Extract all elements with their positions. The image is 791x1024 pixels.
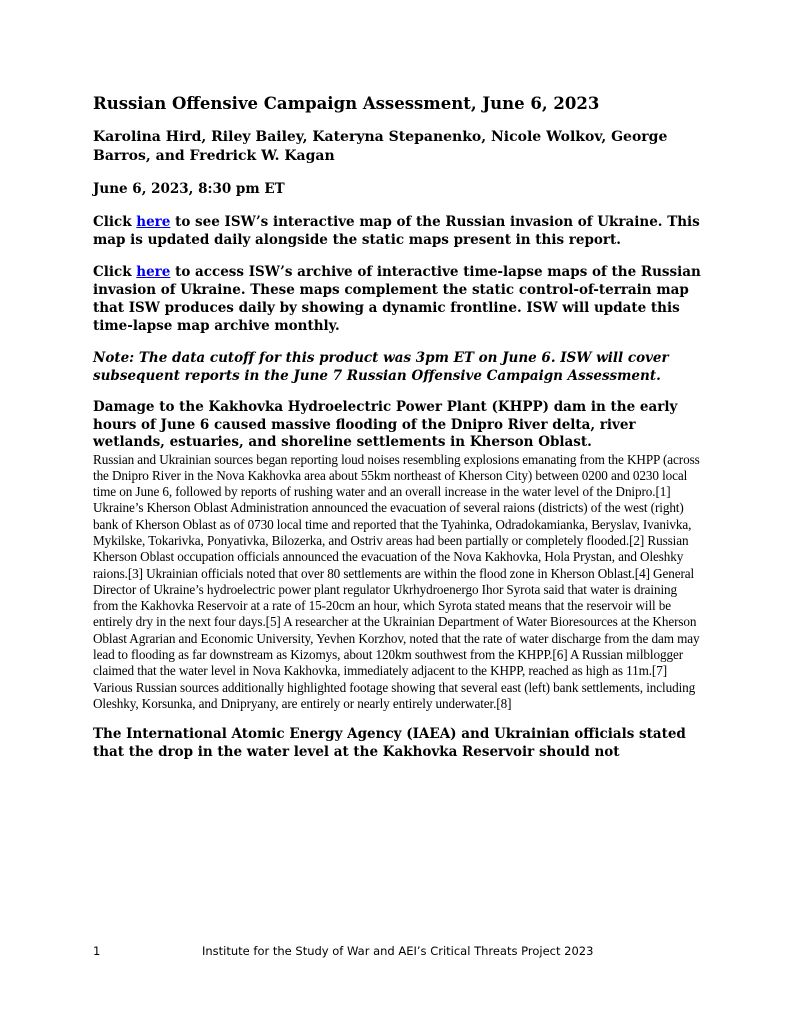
interactive-map-paragraph xyxy=(93,213,705,249)
section-body: Russian and Ukrainian sources began reporting loud noises resembling explosions emanating from the KHPP (across the Dnipro River in the Nova Kakhovka area about 55km northeast of Kherson City) between 0200 and 0230 local time on June 6, followed by reports of rushing water and an overall increase in the water level of the Dnipro.[1] Ukraine’s Kherson Oblast Administration announced the evacuation of several raions (districts) of the west (right) bank of Kherson Oblast as of 0730 local time and reported that the Tyahinka, Odradokamianka, Beryslav, Ivanivka, Mykilske, Tokarivka, Ponyativka, Bilozerka, and Ostriv areas had been partially or completely flooded.[2] Russian Kherson Oblast occupation officials announced the evacuation of the Nova Kakhovka, Hola Prystan, and Oleshky raions.[3] Ukrainian officials noted that over 80 settlements are within the flood zone in Kherson Oblast.[4] General Director of Ukraine’s hydroelectric power plant regulator Ukrhydroenergo Ihor Syrota said that water is draining from the Kakhovka Reservoir at a rate of 15-20cm an hour, which Syrota stated means that the reservoir will be entirely dry in the next four days.[5] A researcher at the Ukrainian Department of Water Bioresources at the Kherson Oblast Agrarian and Economic University, Yevhen Korzhov, noted that the rate of water discharge from the dam may lead to flooding as far downstream as Kizomys, about 120km southwest from the KHPP.[6] A Russian milblogger claimed that the water level in Nova Kakhovka, immediately adjacent to the KHPP, reached as high as 11m.[7] Various Russian sources additionally highlighted footage showing that several east (left) bank settlements, including Oleshky, Korsunka, and Dnipryany, are entirely or nearly entirely underwater.[8] xyxy=(93,451,700,711)
iaea-section-lead: The International Atomic Energy Agency (IAEA) and Ukrainian officials stated that the drop in the water level at the Kakhovka Reservoir should not xyxy=(93,726,686,760)
document-page xyxy=(93,93,705,761)
section-lead: Damage to the Kakhovka Hydroelectric Power Plant (KHPP) dam in the early hours of June 6 caused massive flooding of the Dnipro River delta, river wetlands, estuaries, and shoreline settlements in Kherson Oblast. xyxy=(93,399,678,450)
kakhovka-dam-section xyxy=(93,399,705,712)
click-suffix: to access ISW’s archive of interactive time-lapse maps of the Russian invasion of Ukraine. These maps complement the static control-of-terrain map that ISW produces daily by showing a dynamic frontline. ISW will update this time-lapse map archive monthly. xyxy=(93,264,701,334)
footer-text: Institute for the Study of War and AEI’s Critical Threats Project 2023 xyxy=(202,944,594,958)
interactive-map-link[interactable]: here xyxy=(136,214,171,230)
authors: Karolina Hird, Riley Bailey, Kateryna Stepanenko, Nicole Wolkov, George Barros, and Fredrick W. Kagan xyxy=(93,129,668,164)
data-cutoff-note: Note: The data cutoff for this product was 3pm ET on June 6. ISW will cover subsequent reports in the June 7 Russian Offensive Campaign Assessment. xyxy=(93,350,669,384)
click-prefix: Click xyxy=(93,264,137,280)
page-footer xyxy=(93,944,705,962)
click-prefix: Click xyxy=(93,214,137,230)
time-lapse-archive-link[interactable]: here xyxy=(136,264,171,280)
page-title: Russian Offensive Campaign Assessment, June 6, 2023 xyxy=(93,94,600,113)
report-date: June 6, 2023, 8:30 pm ET xyxy=(93,181,285,197)
click-suffix: to see ISW’s interactive map of the Russian invasion of Ukraine. This map is updated daily alongside the static maps present in this report. xyxy=(93,214,700,248)
time-lapse-archive-paragraph xyxy=(93,263,705,335)
page-number: 1 xyxy=(93,944,101,958)
